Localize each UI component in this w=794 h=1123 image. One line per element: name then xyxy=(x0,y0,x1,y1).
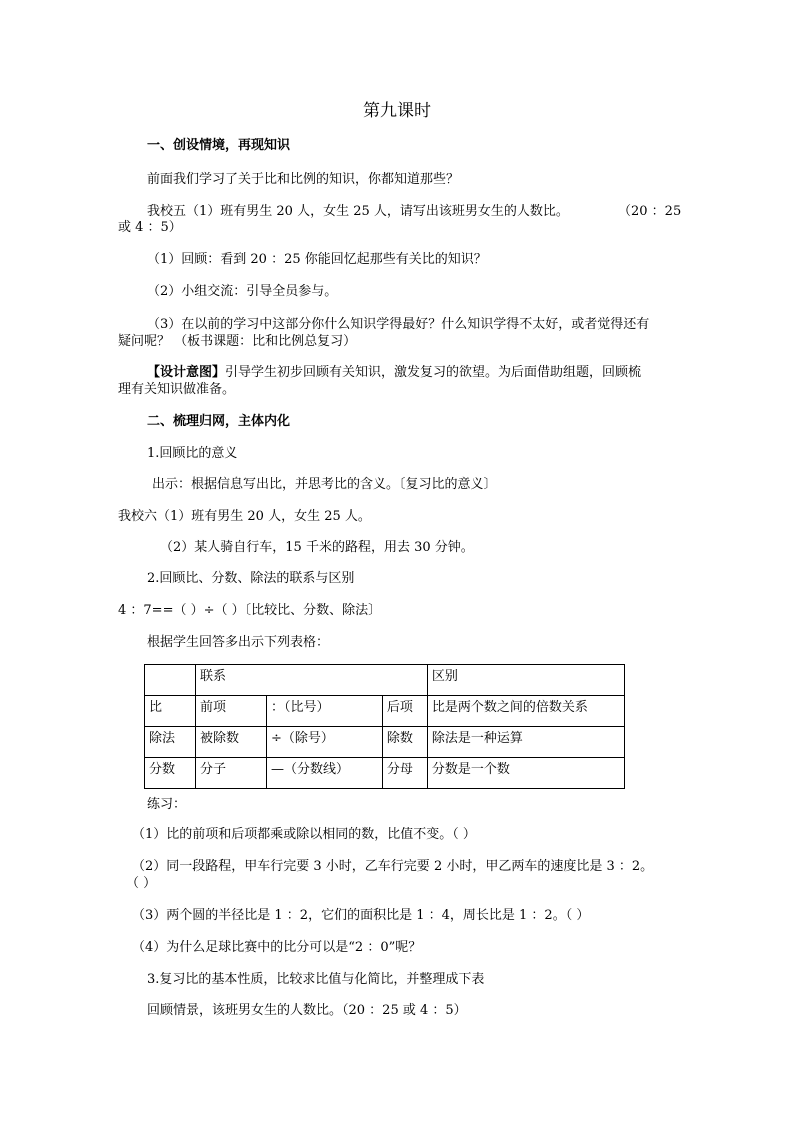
comparison-table xyxy=(144,664,625,789)
sub2-heading: 2.回顾比、分数、除法的联系与区别 xyxy=(147,571,355,586)
section1-item3-line1: （3）在以前的学习中这部分你什么知识学得最好？什么知识学得不太好，或者觉得还有 xyxy=(147,317,650,332)
practice-item-2: （2）同一段路程，甲车行完要 3 小时，乙车行完要 2 小时，甲乙两车的速度比是 3 ：2。 xyxy=(132,859,654,874)
table-row xyxy=(145,696,625,727)
section1-answer: （20 ：25 xyxy=(618,204,682,219)
design-intent-label: 【设计意图】 xyxy=(147,365,226,380)
table-header-row xyxy=(145,665,625,696)
design-intent-line2: 理有关知识做准备。 xyxy=(118,382,236,397)
section1-item2: （2）小组交流：引导全员参与。 xyxy=(147,284,338,299)
page-title: 第九课时 xyxy=(363,101,431,121)
section1-answer-cont: 或 4 ：5） xyxy=(118,220,182,235)
table-row xyxy=(145,758,625,789)
sub1-question1: 我校六（1）班有男生 20 人，女生 25 人。 xyxy=(118,509,371,524)
sub1-show: 出示：根据信息写出比，并思考比的含义。〔复习比的意义〕 xyxy=(152,477,497,492)
practice-item-4: （4）为什么足球比赛中的比分可以是“2 ：0”呢？ xyxy=(132,940,422,955)
practice-item-2-cont: （ ） xyxy=(126,876,157,891)
sub2-formula: 4 ：7==（ ）÷（ ）〔比较比、分数、除法〕 xyxy=(118,603,382,618)
sub3-recall: 回顾情景，该班男女生的人数比。（20 ：25 或 4 ：5） xyxy=(147,1003,467,1018)
practice-label: 练习： xyxy=(147,797,187,812)
table-cell: 比 xyxy=(145,696,196,727)
table-cell: 除法 xyxy=(145,727,196,758)
sub2-intro: 根据学生回答多出示下列表格： xyxy=(147,635,330,650)
table-cell: 前项 xyxy=(196,696,267,727)
practice-item-1: （1）比的前项和后项都乘或除以相同的数，比值不变。（ ） xyxy=(132,827,476,842)
section1-item1: （1）回顾：看到 20 ：25 你能回忆起那些有关比的知识？ xyxy=(147,252,487,267)
table-cell: 后项 xyxy=(382,696,427,727)
table-cell: 被除数 xyxy=(196,727,267,758)
sub1-heading: 1.回顾比的意义 xyxy=(147,446,238,461)
table-row xyxy=(145,727,625,758)
section1-intro: 前面我们学习了关于比和比例的知识，你都知道那些？ xyxy=(147,172,460,187)
table-cell: 分母 xyxy=(382,758,427,789)
table-cell: 分子 xyxy=(196,758,267,789)
table-cell: ：（比号） xyxy=(267,696,383,727)
table-cell: —（分数线） xyxy=(267,758,383,789)
table-cell: 除法是一种运算 xyxy=(427,727,624,758)
section1-heading: 一、创设情境，再现知识 xyxy=(147,138,291,153)
table-header-cell xyxy=(145,665,196,696)
table-header-cell: 联系 xyxy=(196,665,428,696)
table-cell: ÷（除号） xyxy=(267,727,383,758)
design-intent-text: 引导学生初步回顾有关知识，激发复习的欲望。为后面借助组题，回顾梳 xyxy=(225,365,642,380)
design-intent-line1 xyxy=(147,364,641,382)
sub3-heading: 3.复习比的基本性质，比较求比值与化简比，并整理成下表 xyxy=(147,972,485,987)
table-cell: 比是两个数之间的倍数关系 xyxy=(427,696,624,727)
section1-question: 我校五（1）班有男生 20 人，女生 25 人，请写出该班男女生的人数比。 xyxy=(147,204,569,219)
table-cell: 除数 xyxy=(382,727,427,758)
section2-heading: 二、梳理归网，主体内化 xyxy=(147,414,291,429)
sub1-question2: （2）某人骑自行车，15 千米的路程，用去 30 分钟。 xyxy=(160,540,474,555)
table-cell: 分数是一个数 xyxy=(427,758,624,789)
table-header-cell: 区别 xyxy=(427,665,624,696)
practice-item-3: （3）两个圆的半径比是 1 ：2，它们的面积比是 1 ：4，周长比是 1 ：2。（ ） xyxy=(132,908,590,923)
table-cell: 分数 xyxy=(145,758,196,789)
section1-item3-line2: 疑问呢？ （板书课题：比和比例总复习） xyxy=(118,334,357,349)
